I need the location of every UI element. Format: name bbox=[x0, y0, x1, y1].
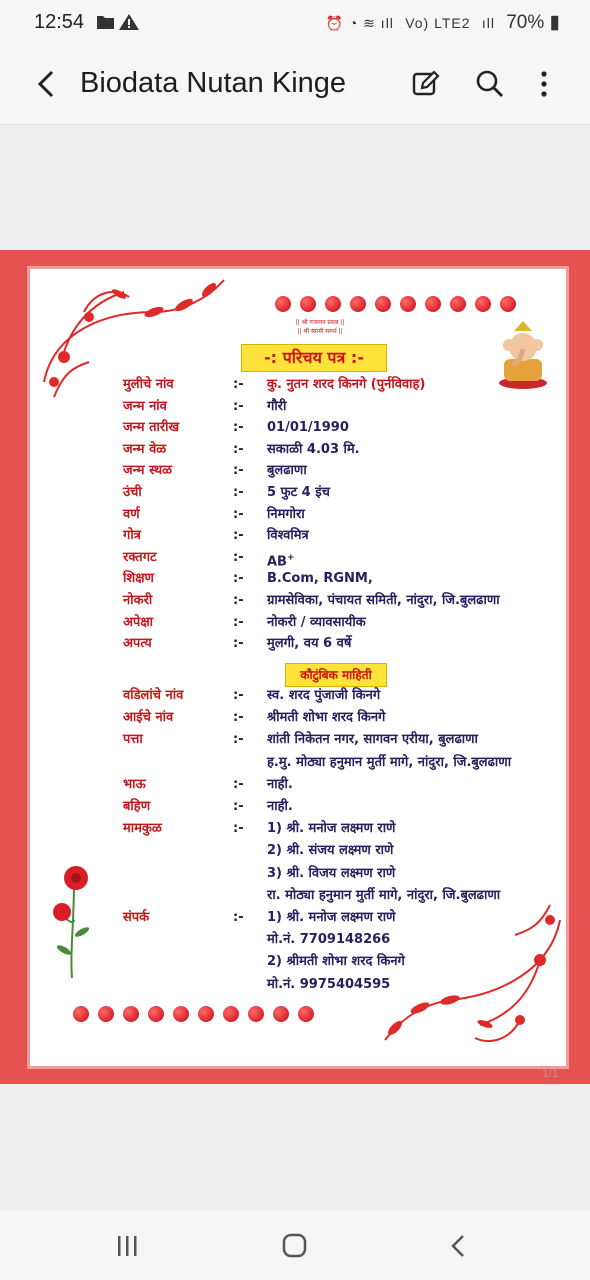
detail-value-text: 1) श्री. मनोज लक्ष्मण राणे bbox=[267, 821, 396, 837]
network-label: Vo) LTE2 bbox=[405, 15, 471, 31]
detail-separator: :- bbox=[233, 485, 244, 500]
back-button[interactable] bbox=[28, 64, 66, 104]
detail-label: उंची bbox=[123, 485, 142, 500]
detail-label: जन्म वेळ bbox=[123, 441, 167, 457]
folder-warning-icon bbox=[96, 12, 140, 32]
detail-separator: :- bbox=[233, 377, 244, 392]
detail-value bbox=[267, 797, 293, 817]
detail-value-text: AB bbox=[267, 554, 287, 570]
detail-value bbox=[267, 886, 500, 906]
detail-value-text: 2) श्रीमती शोभा शरद किनगे bbox=[267, 954, 405, 970]
biodata-title-box bbox=[241, 344, 387, 372]
detail-value bbox=[267, 505, 305, 525]
detail-value-text: कु. नुतन शरद किनगे (पुर्नविवाह) bbox=[267, 377, 426, 392]
detail-value bbox=[267, 753, 511, 773]
detail-label: नोकरी bbox=[123, 593, 153, 608]
detail-value bbox=[267, 908, 395, 928]
detail-value bbox=[267, 730, 478, 750]
detail-value bbox=[267, 634, 351, 654]
detail-row bbox=[0, 461, 590, 481]
detail-value bbox=[267, 461, 307, 481]
edit-button[interactable] bbox=[408, 66, 444, 102]
detail-row bbox=[0, 819, 590, 839]
detail-row bbox=[0, 569, 590, 589]
detail-value bbox=[267, 708, 385, 728]
detail-value-text: बुलढाणा bbox=[267, 463, 307, 479]
detail-row bbox=[0, 975, 590, 995]
invocation-text bbox=[260, 318, 380, 336]
detail-value bbox=[267, 686, 380, 706]
detail-value-text: 1) श्री. मनोज लक्ष्मण राणे bbox=[267, 910, 396, 925]
detail-value-text: ग्रामसेविका, पंचायत समिती, नांदुरा, जि.बुलढाणा bbox=[267, 593, 500, 608]
detail-value bbox=[267, 841, 393, 861]
detail-value bbox=[267, 418, 349, 438]
system-navigation-bar bbox=[0, 1210, 590, 1280]
detail-value-text: श्रीमती शोभा शरद किनगे bbox=[267, 710, 386, 726]
detail-value bbox=[267, 526, 309, 546]
detail-row bbox=[0, 397, 590, 417]
signal-icon: ıll bbox=[481, 15, 495, 31]
detail-value-text: मो.नं. 7709148266 bbox=[267, 932, 391, 948]
search-icon bbox=[472, 66, 508, 102]
detail-separator: :- bbox=[233, 710, 244, 726]
detail-value bbox=[267, 483, 330, 503]
detail-value bbox=[267, 775, 293, 795]
detail-row bbox=[0, 526, 590, 546]
detail-value bbox=[267, 440, 360, 460]
detail-value-text: 3) श्री. विजय लक्ष्मण राणे bbox=[267, 865, 396, 881]
detail-label: आईचे नांव bbox=[123, 710, 174, 726]
detail-label: पत्ता bbox=[123, 732, 143, 748]
detail-row bbox=[0, 418, 590, 438]
detail-row bbox=[0, 775, 590, 795]
detail-label: गोत्र bbox=[123, 528, 141, 544]
detail-row bbox=[0, 375, 590, 395]
system-back-button[interactable] bbox=[436, 1230, 480, 1262]
detail-value bbox=[267, 864, 395, 884]
invocation-line-2: || श्री स्वामी समर्थ || bbox=[297, 328, 343, 335]
detail-value-text: नाही. bbox=[267, 799, 293, 814]
detail-separator: :- bbox=[233, 506, 244, 522]
more-options-button[interactable] bbox=[526, 66, 562, 102]
detail-value-text: 5 फुट 4 इंच bbox=[267, 485, 330, 500]
detail-value bbox=[267, 819, 395, 839]
detail-row bbox=[0, 686, 590, 706]
detail-separator: :- bbox=[233, 528, 244, 544]
detail-label: मुलीचे नांव bbox=[123, 377, 174, 392]
detail-label: संपर्क bbox=[123, 910, 150, 925]
detail-row bbox=[0, 730, 590, 750]
detail-value-text: निमगोरा bbox=[267, 506, 305, 522]
detail-value-text: रा. मोठ्या हनुमान मुर्ती मागे, नांदुरा, जि.बुलढाणा bbox=[267, 887, 501, 903]
edit-icon bbox=[408, 66, 444, 102]
detail-separator: :- bbox=[233, 821, 244, 837]
biodata-title: -: परिचय पत्र :- bbox=[264, 348, 364, 367]
back-arrow-icon bbox=[436, 1230, 480, 1262]
detail-label: जन्म तारीख bbox=[123, 420, 180, 436]
detail-value bbox=[267, 930, 390, 950]
detail-separator: :- bbox=[233, 614, 244, 630]
detail-value bbox=[267, 613, 366, 633]
recent-apps-button[interactable] bbox=[106, 1230, 150, 1262]
detail-row bbox=[0, 708, 590, 728]
detail-value-text: नाही. bbox=[267, 776, 293, 792]
detail-row bbox=[0, 440, 590, 460]
detail-row bbox=[0, 591, 590, 611]
home-icon bbox=[272, 1230, 316, 1262]
detail-label: अपत्य bbox=[123, 636, 152, 652]
detail-row bbox=[0, 505, 590, 525]
home-button[interactable] bbox=[272, 1230, 316, 1262]
chevron-left-icon bbox=[28, 64, 66, 104]
status-system-icons: ⏰ ◔ ≋ ıll bbox=[325, 15, 394, 31]
detail-separator: :- bbox=[233, 549, 244, 565]
detail-separator: :- bbox=[233, 776, 244, 792]
detail-row bbox=[0, 841, 590, 861]
detail-separator: :- bbox=[233, 799, 244, 814]
detail-value-text: गौरी bbox=[267, 398, 287, 414]
detail-value bbox=[267, 952, 405, 972]
detail-value bbox=[267, 591, 500, 611]
detail-label: वडिलांचे नांव bbox=[123, 688, 184, 703]
detail-value-superscript: + bbox=[286, 552, 295, 563]
status-time: 12:54 bbox=[34, 11, 85, 33]
detail-value-text: 01/01/1990 bbox=[267, 420, 349, 436]
detail-row bbox=[0, 797, 590, 817]
detail-label: शिक्षण bbox=[123, 571, 154, 587]
detail-label: रक्तगट bbox=[123, 549, 157, 565]
detail-row bbox=[0, 483, 590, 503]
detail-value bbox=[267, 569, 373, 589]
recent-apps-icon bbox=[106, 1230, 150, 1262]
detail-separator: :- bbox=[233, 636, 244, 652]
detail-row bbox=[0, 864, 590, 884]
detail-value bbox=[267, 397, 286, 417]
detail-separator: :- bbox=[233, 910, 244, 925]
detail-label: भाऊ bbox=[123, 776, 146, 792]
detail-value-text: शांती निकेतन नगर, सागवन एरीया, बुलढाणा bbox=[267, 732, 478, 748]
app-bar bbox=[0, 46, 590, 125]
detail-value-text: ह.मु. मोठ्या हनुमान मुर्ती मागे, नांदुरा, जि.बुलढाणा bbox=[267, 754, 512, 770]
detail-row bbox=[0, 952, 590, 972]
detail-label: बहिण bbox=[123, 799, 151, 814]
detail-value-text: 2) श्री. संजय लक्ष्मण राणे bbox=[267, 843, 394, 859]
detail-value-text: नोकरी / व्यावसायीक bbox=[267, 614, 366, 630]
document-title: Biodata Nutan Kinge bbox=[80, 67, 347, 99]
page-indicator: 1/1 bbox=[542, 1066, 559, 1080]
status-bar bbox=[0, 0, 590, 46]
detail-value-text: विश्वमित्र bbox=[267, 528, 309, 544]
detail-separator: :- bbox=[233, 688, 244, 703]
detail-label: जन्म नांव bbox=[123, 398, 167, 414]
detail-label: वर्ण bbox=[123, 506, 140, 522]
detail-separator: :- bbox=[233, 398, 244, 414]
detail-row bbox=[0, 930, 590, 950]
detail-separator: :- bbox=[233, 571, 244, 587]
battery-level: 70% bbox=[506, 12, 545, 33]
status-notification-icons bbox=[96, 12, 140, 37]
detail-separator: :- bbox=[233, 420, 244, 436]
detail-value-text: मुलगी, वय 6 वर्षे bbox=[267, 636, 352, 652]
decorative-dots-bottom bbox=[73, 1006, 314, 1022]
detail-value-text: B.Com, RGNM, bbox=[267, 571, 373, 587]
detail-value bbox=[267, 375, 425, 395]
detail-value bbox=[267, 975, 390, 995]
status-right-group bbox=[326, 11, 560, 34]
detail-separator: :- bbox=[233, 593, 244, 608]
detail-row bbox=[0, 634, 590, 654]
detail-value-text: स्व. शरद पुंजाजी किनगे bbox=[267, 688, 381, 703]
detail-separator: :- bbox=[233, 732, 244, 748]
detail-row bbox=[0, 613, 590, 633]
decorative-dots-top bbox=[275, 296, 516, 312]
battery-icon: ▮ bbox=[549, 12, 560, 33]
detail-value-text: सकाळी 4.03 मि. bbox=[267, 441, 360, 457]
detail-separator: :- bbox=[233, 441, 244, 457]
detail-separator: :- bbox=[233, 463, 244, 479]
invocation-line-1: || श्री गजानन प्रसन्न || bbox=[295, 319, 345, 326]
detail-row bbox=[0, 908, 590, 928]
detail-row bbox=[0, 753, 590, 773]
more-vert-icon bbox=[526, 66, 562, 102]
detail-label: जन्म स्थळ bbox=[123, 463, 173, 479]
family-section-title: कौटुंबिक माहिती bbox=[285, 663, 387, 687]
search-button[interactable] bbox=[472, 66, 508, 102]
detail-label: मामकुळ bbox=[123, 821, 162, 837]
detail-label: अपेक्षा bbox=[123, 614, 154, 630]
detail-row bbox=[0, 886, 590, 906]
detail-row bbox=[0, 548, 590, 568]
detail-value-text: मो.नं. 9975404595 bbox=[267, 976, 391, 992]
